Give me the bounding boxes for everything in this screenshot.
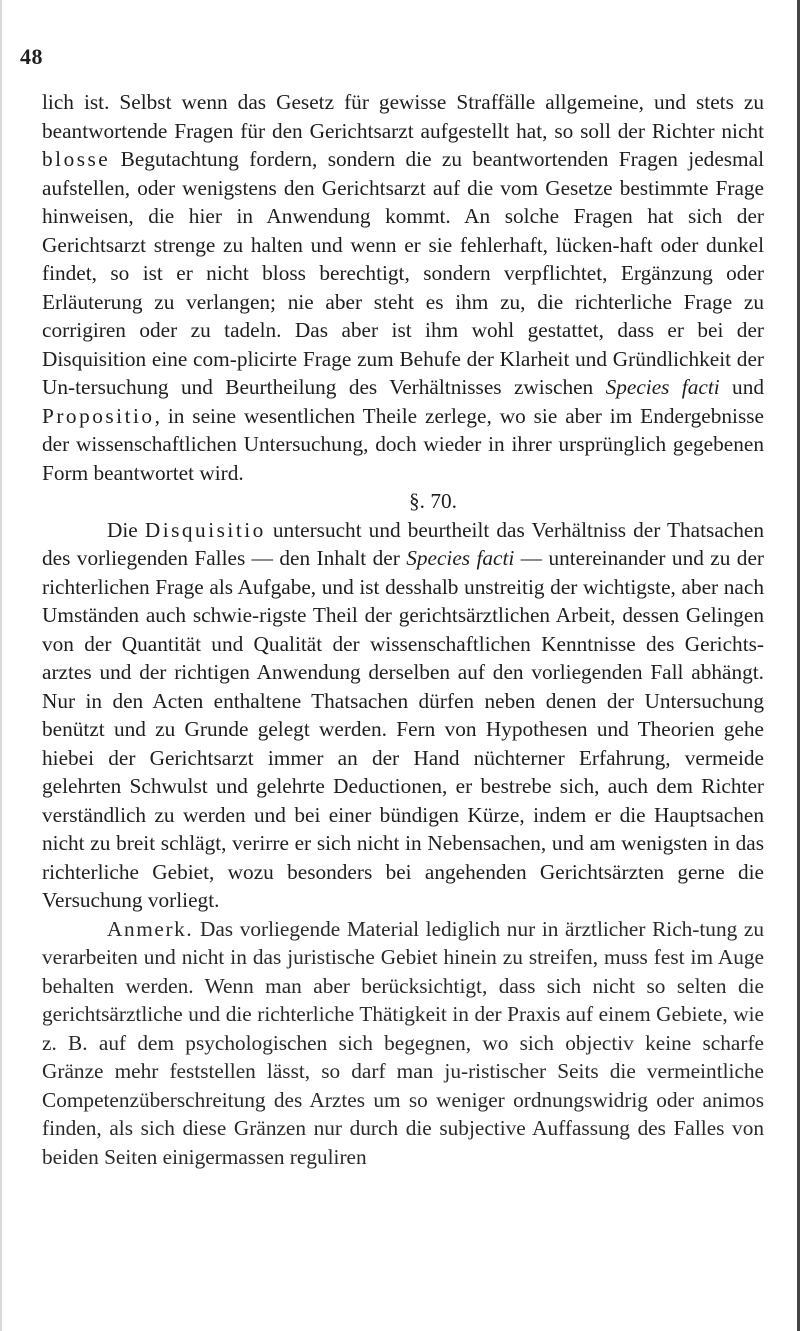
section-heading: §. 70.: [409, 489, 457, 513]
para1-text-g: , in seine wesentlichen Theile zerlege, wo sie aber im Endergebnisse der wissenschaftlichen Untersuchung, doch wieder in ihrer ursprünglich gegebenen Form beantwortet wird.: [42, 403, 764, 485]
footnote-anmerkung: [42, 915, 764, 1172]
paragraph-continuation: [42, 88, 764, 487]
scan-edge-left: [0, 0, 2, 1331]
para2-text-e: — untereinander und zu der richterlichen Frage als Aufgabe, und ist desshalb unstreitig der wichtigste, aber nach Umständen auch schwie-rigste Theil der gerichtsärztlichen Arbeit, dessen Gelingen von der Quantität und Qualität der wissenschaftlichen Kenntnisse des Gerichts-arztes und der richtigen Anwendung derselben auf den vorliegenden Fall abhängt. Nur in den Acten enthaltene Thatsachen dürfen neben denen der Untersuchung benützt und zu Grunde gelegt werden. Fern von Hypothesen und Theorien gehe hiebei der Gerichtsarzt immer an der Hand nüchterner Erfahrung, vermeide gelehrten Schwulst und gelehrte Deductionen, er bestrebe sich, auch dem Richter verständlich zu werden und bei einer bündigen Kürze, indem er die Hauptsachen nicht zu breit schlägt, verirre er sich nicht in Nebensachen, und am wenigsten in das richterliche Gebiet, wozu besonders bei angehenden Gerichtsärzten gerne die Versuchung vorliegt.: [42, 546, 764, 912]
para1-spaced-propositio: Propositio: [42, 403, 155, 428]
para2-spaced-disquisitio: Disquisitio: [144, 517, 266, 542]
para1-text-c: Begutachtung fordern, sondern die zu beantwortenden Fragen jedesmal aufstellen, oder wenigstens den Gerichtsarzt auf die vom Gesetze bestimmte Frage hinweisen, die hier in Anwendung kommt. An solche Fragen hat sich der Gerichtsarzt strenge zu halten und wenn er sie fehlerhaft, lücken-haft oder dunkel findet, so ist er nicht bloss berechtigt, sondern verpflichtet, Ergänzung oder Erläuterung zu verlangen; nie aber steht es ihm zu, die richterliche Frage zu corrigiren oder zu tadeln. Das aber ist ihm wohl gestattet, dass er bei der Disquisition eine com-plicirte Frage zum Behufe der Klarheit und Gründlichkeit der Un-tersuchung und Beurtheilung des Verhältnisses zwischen: [42, 147, 764, 399]
page-body: [42, 88, 764, 1171]
page-number: 48: [20, 44, 43, 69]
footnote-text: Das vorliegende Material lediglich nur in ärztlicher Rich-tung zu verarbeiten und nicht in das juristische Gebiet hinein zu streifen, muss fest im Auge behalten werden. Wenn man aber berücksichtigt, dass sich nicht so selten die gerichtsärztliche und die richterliche Thätigkeit in der Praxis auf einem Gebiete, wie z. B. auf dem psychologischen sich begegnen, wo sich objectiv keine scharfe Gränze mehr feststellen lässt, so darf man ju-ristischer Seits die vermeintliche Competenzüberschreitung des Arztes um so weniger ordnungswidrig oder animos finden, als sich diese Gränzen nur durch die subjective Auffassung des Falles von beiden Seiten einigermassen reguliren: [42, 916, 764, 1169]
paragraph-disquisitio: [42, 516, 764, 915]
para1-text-e: und: [719, 375, 764, 399]
para1-text-a: lich ist. Selbst wenn das Gesetz für gewisse Straffälle allgemeine, und stets zu beantwortende Fragen für den Gerichtsarzt aufgestellt hat, so soll der Richter nicht: [42, 90, 764, 143]
footnote-label: Anmerk.: [107, 916, 194, 941]
para2-italic-species-facti: Species facti: [406, 546, 515, 570]
para2-text-c: untersucht und beurtheilt das Verhältniss der Thatsachen des vorliegenden Falles — den Inhalt der: [42, 517, 764, 570]
para1-spaced-blosse: blosse: [42, 147, 111, 171]
para2-text-a: Die: [107, 517, 145, 542]
para1-italic-species-facti: Species facti: [605, 375, 720, 399]
